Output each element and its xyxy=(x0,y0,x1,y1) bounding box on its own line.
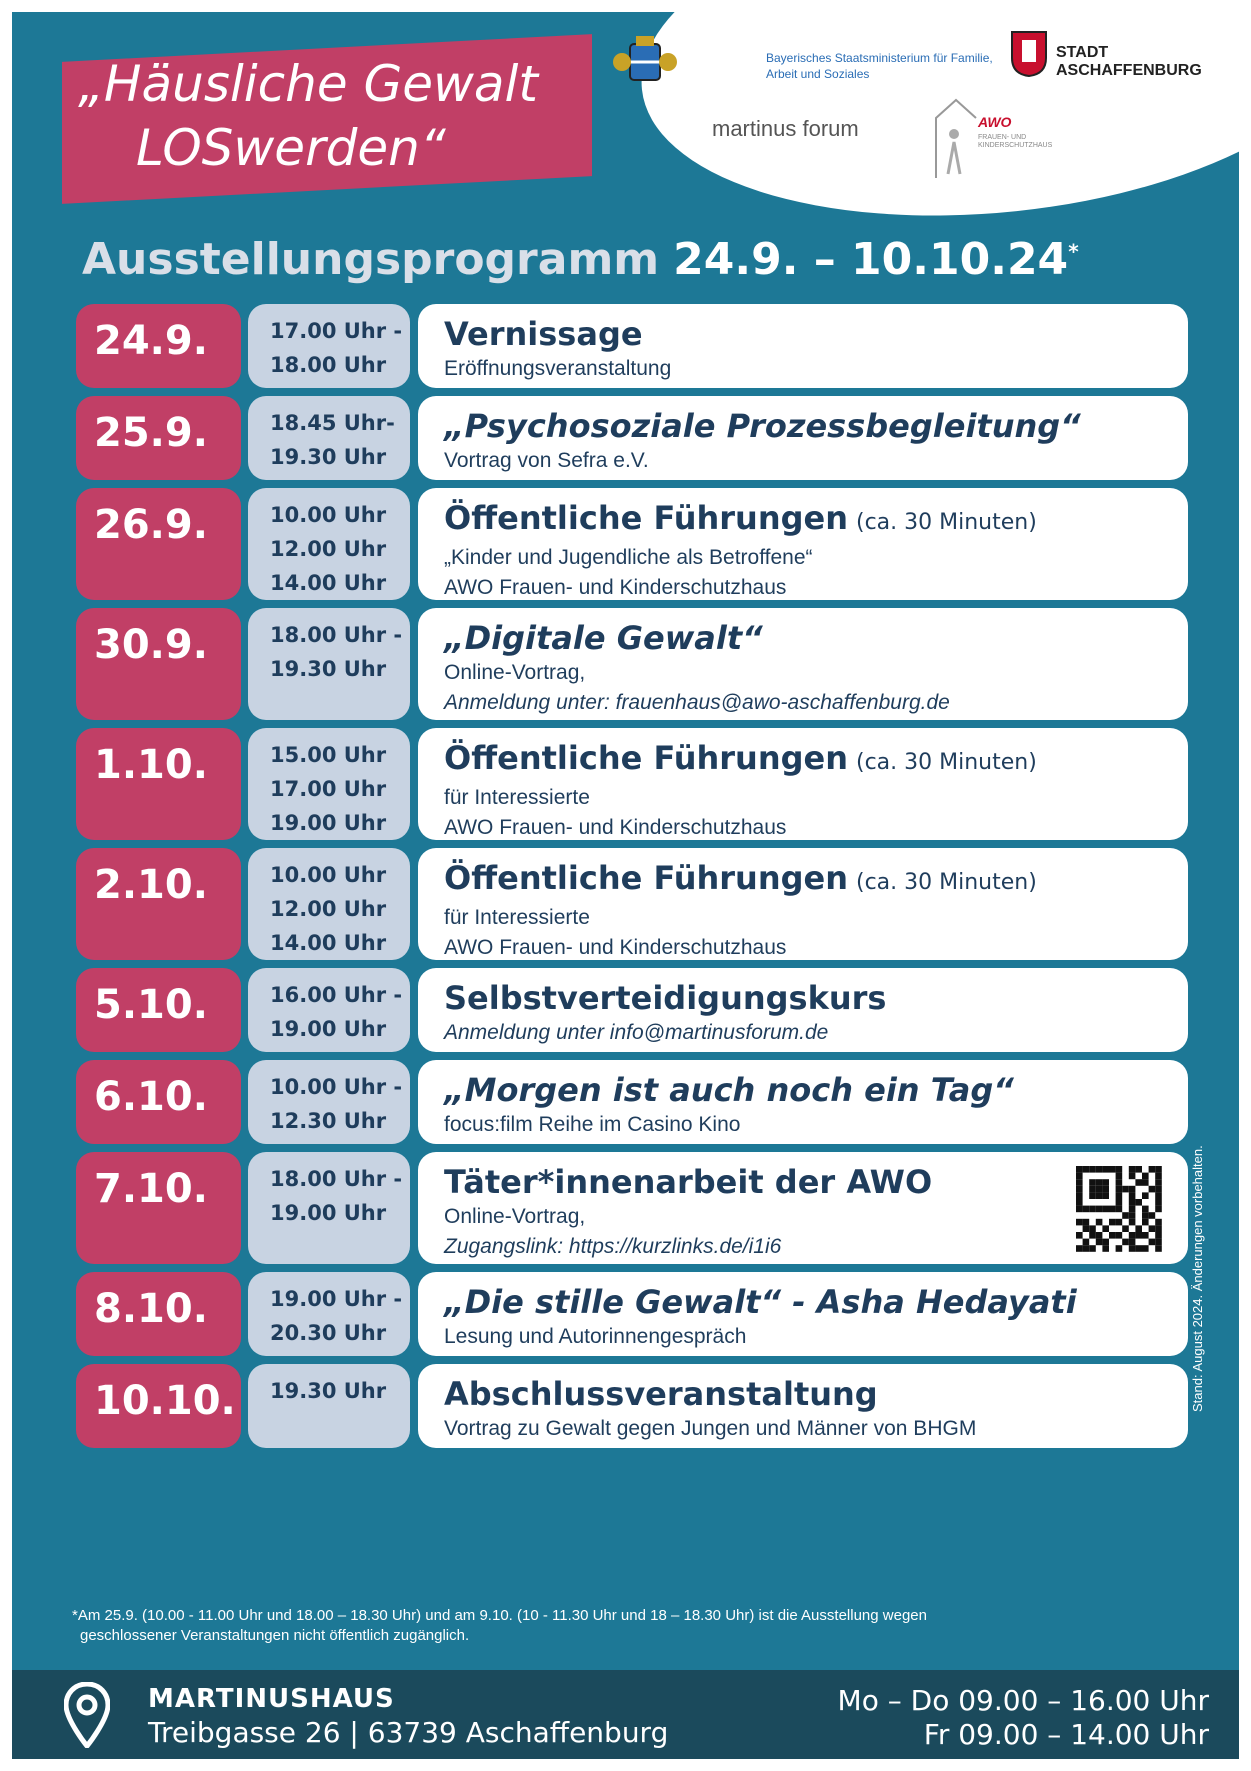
event-duration-note: (ca. 30 Minuten) xyxy=(856,870,1037,895)
event-title xyxy=(444,978,1188,1018)
event-details xyxy=(418,1060,1188,1144)
event-time: 18.00 Uhr - xyxy=(270,1167,403,1191)
event-title-text: Abschlussveranstaltung xyxy=(444,1375,878,1413)
event-time: 19.30 Uhr xyxy=(270,445,387,469)
event-title-text: Vernissage xyxy=(444,315,643,353)
event-details xyxy=(418,608,1188,720)
program-headline xyxy=(82,234,1079,285)
city-coat-of-arms-icon xyxy=(1010,30,1048,78)
event-description[interactable]: Anmeldung unter: frauenhaus@awo-aschaffenburg.de xyxy=(444,691,950,714)
event-time: 17.00 Uhr xyxy=(270,777,387,801)
event-times xyxy=(248,1060,410,1144)
event-title xyxy=(444,618,1188,658)
event-time: 18.00 Uhr xyxy=(270,353,387,377)
event-date: 6.10. xyxy=(76,1060,241,1144)
event-time: 16.00 Uhr - xyxy=(270,983,403,1007)
event-title-text: „Digitale Gewalt“ xyxy=(444,619,763,657)
event-description: Vortrag zu Gewalt gegen Jungen und Männer von BHGM xyxy=(444,1417,977,1440)
event-title xyxy=(444,1070,1188,1110)
poster-title-line-1: „Häusliche Gewalt xyxy=(78,55,539,113)
event-time: 19.30 Uhr xyxy=(270,657,387,681)
martinus-forum-logo: martinus forum xyxy=(712,116,859,141)
event-title xyxy=(444,406,1188,446)
event-title-text: Selbstverteidigungskurs xyxy=(444,979,887,1017)
event-details xyxy=(418,1272,1188,1356)
event-title-text: Öffentliche Führungen xyxy=(444,859,848,897)
event-date: 1.10. xyxy=(76,728,241,840)
event-times xyxy=(248,488,410,600)
event-details xyxy=(418,1152,1188,1264)
event-date: 24.9. xyxy=(76,304,241,388)
event-date: 30.9. xyxy=(76,608,241,720)
event-time: 10.00 Uhr - xyxy=(270,1075,403,1099)
event-time: 20.30 Uhr xyxy=(270,1321,387,1345)
event-times xyxy=(248,848,410,960)
event-details xyxy=(418,728,1188,840)
event-date: 26.9. xyxy=(76,488,241,600)
opening-hours-friday: Fr 09.00 – 14.00 Uhr xyxy=(923,1718,1209,1751)
event-time: 10.00 Uhr xyxy=(270,503,387,527)
qr-code-icon[interactable] xyxy=(1076,1166,1162,1252)
awo-logo-label: AWO xyxy=(978,114,1012,130)
schedule-row xyxy=(76,968,1188,1052)
program-label: Ausstellungsprogramm xyxy=(82,234,660,285)
opening-hours xyxy=(838,1684,1209,1752)
event-title xyxy=(444,498,1188,543)
event-description: AWO Frauen- und Kinderschutzhaus xyxy=(444,816,787,839)
event-time: 10.00 Uhr xyxy=(270,863,387,887)
venue-address: Treibgasse 26 | 63739 Aschaffenburg xyxy=(148,1716,669,1749)
event-title xyxy=(444,858,1188,903)
event-time: 19.00 Uhr xyxy=(270,811,387,835)
event-times xyxy=(248,1272,410,1356)
schedule-row xyxy=(76,1364,1188,1448)
schedule-row xyxy=(76,848,1188,960)
event-title xyxy=(444,738,1188,783)
schedule-row xyxy=(76,608,1188,720)
footnote-line-1: *Am 25.9. (10.00 - 11.00 Uhr und 18.00 – 18.30 Uhr) und am 9.10. (10 - 11.30 Uhr und 18 – 18.30 Uhr) ist die Ausstellung wegen xyxy=(72,1607,927,1624)
event-date: 5.10. xyxy=(76,968,241,1052)
event-description: AWO Frauen- und Kinderschutzhaus xyxy=(444,936,787,959)
event-time: 14.00 Uhr xyxy=(270,931,387,955)
event-time: 18.00 Uhr - xyxy=(270,623,403,647)
event-time: 14.00 Uhr xyxy=(270,571,387,595)
event-date: 25.9. xyxy=(76,396,241,480)
event-times xyxy=(248,1152,410,1264)
bavaria-ministry-label: Bayerisches Staatsministerium für Familie, Arbeit und Soziales xyxy=(766,51,993,81)
program-dates: 24.9. – 10.10.24 xyxy=(673,234,1069,285)
event-times xyxy=(248,396,410,480)
event-description: focus:film Reihe im Casino Kino xyxy=(444,1113,741,1136)
event-details xyxy=(418,1364,1188,1448)
event-time: 12.00 Uhr xyxy=(270,897,387,921)
event-date: 2.10. xyxy=(76,848,241,960)
event-times xyxy=(248,608,410,720)
event-title-text: „Morgen ist auch noch ein Tag“ xyxy=(444,1071,1014,1109)
event-date: 8.10. xyxy=(76,1272,241,1356)
event-time: 19.30 Uhr xyxy=(270,1379,387,1403)
event-description[interactable]: Anmeldung unter info@martinusforum.de xyxy=(444,1021,829,1044)
event-description[interactable]: Zugangslink: https://kurzlinks.de/i1i6 xyxy=(444,1235,782,1258)
event-time: 12.00 Uhr xyxy=(270,537,387,561)
footnote-line-2: geschlossener Veranstaltungen nicht öffentlich zugänglich. xyxy=(80,1627,470,1644)
event-description: Eröffnungsveranstaltung xyxy=(444,357,672,380)
event-date: 10.10. xyxy=(76,1364,241,1448)
event-description: Vortrag von Sefra e.V. xyxy=(444,449,649,472)
event-times xyxy=(248,728,410,840)
event-description: „Kinder und Jugendliche als Betroffene“ xyxy=(444,546,813,569)
event-details xyxy=(418,968,1188,1052)
event-time: 12.30 Uhr xyxy=(270,1109,387,1133)
event-title-text: Öffentliche Führungen xyxy=(444,499,848,537)
event-time: 17.00 Uhr - xyxy=(270,319,403,343)
event-duration-note: (ca. 30 Minuten) xyxy=(856,510,1037,535)
awo-logo-sublabel: FRAUEN- UND KINDERSCHUTZHAUS xyxy=(978,134,1053,149)
event-title xyxy=(444,1282,1188,1322)
event-description: Online-Vortrag, xyxy=(444,661,586,684)
venue-name: MARTINUSHAUS xyxy=(148,1684,395,1714)
event-times xyxy=(248,968,410,1052)
schedule-row xyxy=(76,1272,1188,1356)
event-duration-note: (ca. 30 Minuten) xyxy=(856,750,1037,775)
schedule-row xyxy=(76,488,1188,600)
event-description: für Interessierte xyxy=(444,906,590,929)
footer xyxy=(12,1670,1239,1759)
schedule-row xyxy=(76,728,1188,840)
poster xyxy=(12,12,1239,1759)
poster-title-line-2: LOSwerden“ xyxy=(136,119,446,177)
schedule-row xyxy=(76,304,1188,388)
event-times xyxy=(248,304,410,388)
event-title-text: „Psychosoziale Prozessbegleitung“ xyxy=(444,407,1081,445)
status-note: Stand: August 2024. Änderungen vorbehalten. xyxy=(1190,1145,1205,1412)
schedule-row xyxy=(76,396,1188,480)
event-title xyxy=(444,1374,1188,1414)
event-time: 19.00 Uhr - xyxy=(270,1287,403,1311)
location-pin-icon xyxy=(64,1682,110,1748)
schedule-row xyxy=(76,1152,1188,1264)
event-title-text: Täter*innenarbeit der AWO xyxy=(444,1163,933,1201)
event-times xyxy=(248,1364,410,1448)
footnote xyxy=(72,1606,1152,1646)
opening-hours-weekdays: Mo – Do 09.00 – 16.00 Uhr xyxy=(837,1684,1209,1717)
event-title-text: Öffentliche Führungen xyxy=(444,739,848,777)
awo-logo xyxy=(932,94,1062,184)
city-logo-label: STADT ASCHAFFENBURG xyxy=(1056,44,1202,79)
schedule-row xyxy=(76,1060,1188,1144)
event-title-text: „Die stille Gewalt“ - Asha Hedayati xyxy=(444,1283,1077,1321)
event-time: 15.00 Uhr xyxy=(270,743,387,767)
event-description: für Interessierte xyxy=(444,786,590,809)
event-details xyxy=(418,304,1188,388)
event-time: 19.00 Uhr xyxy=(270,1201,387,1225)
event-title xyxy=(444,314,1188,354)
event-time: 19.00 Uhr xyxy=(270,1017,387,1041)
event-description: Online-Vortrag, xyxy=(444,1205,586,1228)
event-time: 18.45 Uhr- xyxy=(270,411,395,435)
poster-title xyxy=(78,52,598,180)
event-details xyxy=(418,396,1188,480)
program-dates-asterisk: * xyxy=(1068,239,1079,264)
event-details xyxy=(418,488,1188,600)
event-date: 7.10. xyxy=(76,1152,241,1264)
event-details xyxy=(418,848,1188,960)
event-description: AWO Frauen- und Kinderschutzhaus xyxy=(444,576,787,599)
event-description: Lesung und Autorinnengespräch xyxy=(444,1325,747,1348)
bavaria-coat-of-arms-icon xyxy=(612,32,678,88)
